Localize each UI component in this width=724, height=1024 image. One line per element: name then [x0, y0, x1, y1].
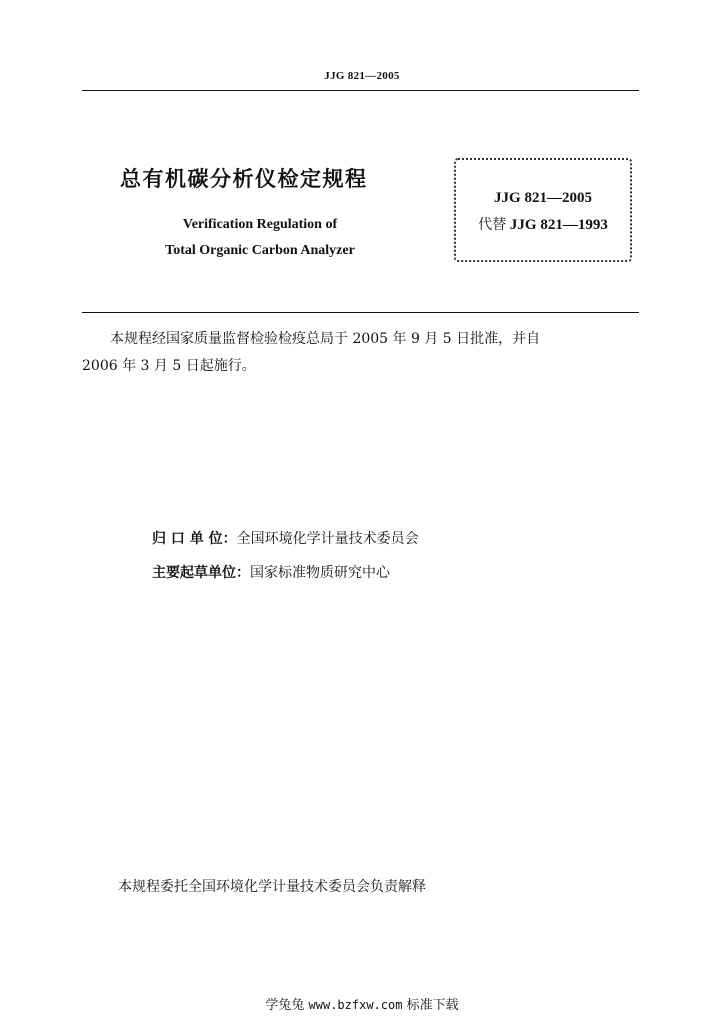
header-rule [82, 90, 639, 91]
interpretation-note: 本规程委托全国环境化学计量技术委员会负责解释 [118, 879, 426, 895]
approval-text-1: 本规程经国家质量监督检验检疫总局于 2005 年 9 月 5 日批准，并自 [110, 331, 541, 347]
title-english-line1: Verification Regulation of [182, 217, 338, 232]
responsible-unit-label: 归 口 单 位： [152, 531, 237, 547]
approval-line1 [82, 326, 639, 353]
drafting-unit-label: 主要起草单位： [152, 565, 250, 581]
approval-line2: 2006 年 3 月 5 日起施行。 [82, 358, 256, 374]
regulation-code-box [454, 158, 632, 262]
drafting-unit-value: 国家标准物质研究中心 [250, 565, 390, 581]
document-code-header: JJG 821—2005 [324, 70, 400, 82]
watermark-site-name: 学兔兔 [265, 998, 305, 1013]
approval-statement [82, 326, 639, 380]
replaces-label: 代替 [478, 217, 507, 233]
watermark [0, 994, 724, 1013]
section-rule [82, 312, 639, 313]
title-chinese: 总有机碳分析仪检定规程 [120, 167, 368, 191]
regulation-number: JJG 821—2005 [494, 190, 592, 206]
responsible-unit-value: 全国环境化学计量技术委员会 [236, 531, 419, 547]
title-english-line2: Total Organic Carbon Analyzer [165, 243, 355, 258]
replaces-number: JJG 821—1993 [509, 217, 608, 233]
watermark-tagline: 标准下载 [406, 998, 459, 1013]
drafting-unit-row [152, 562, 390, 582]
title-english [120, 212, 400, 264]
replaces-line [456, 214, 630, 234]
responsible-unit-row [152, 528, 419, 548]
watermark-url: www.bzfxw.com [308, 998, 403, 1012]
